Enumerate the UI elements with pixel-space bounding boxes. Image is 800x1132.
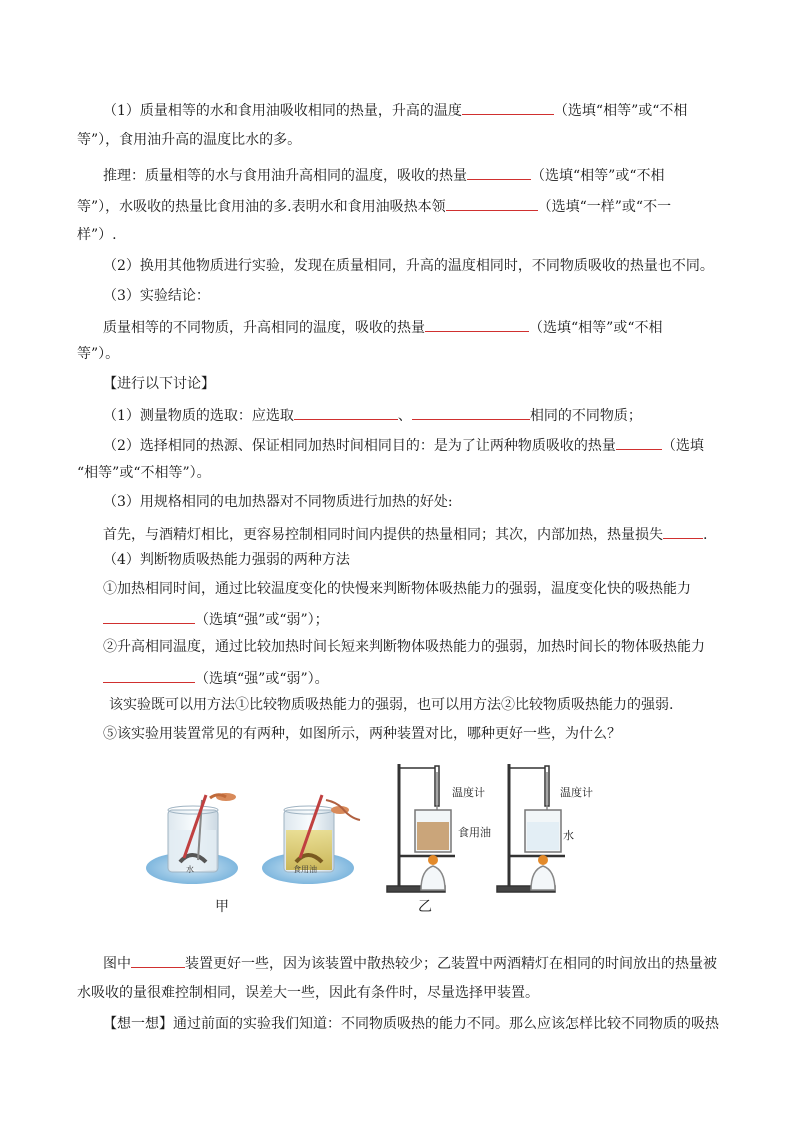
d2-pre: （2）选择相同的热源、保证相同加热时间相同目的：是为了让两种物质吸收的热量 (103, 438, 616, 454)
m2-post: （选填“强”或“弱”）。 (195, 671, 329, 687)
p2-cont-post: （选填“一样”或“不一 (537, 199, 672, 215)
m3-line: 该实验既可以用方法①比较物质吸热能力的强弱，也可以用方法②比较物质吸热能力的强弱. (109, 697, 674, 713)
d1-line (103, 403, 642, 426)
m2-answer-blank[interactable] (103, 666, 195, 683)
discussion-heading: 【进行以下讨论】 (103, 376, 215, 392)
p1-post: （选填“相等”或“不相 (553, 103, 688, 119)
thermometer-label-right: 温度计 (560, 786, 593, 799)
m5-line: ⑤该实验用装置常见的有两种，如图所示，两种装置对比，哪种更好一些，为什么？ (103, 726, 621, 742)
p1-line2: 等”），食用油升高的温度比水的多。 (77, 132, 302, 148)
think-line (103, 1014, 719, 1034)
a1-line1 (103, 951, 717, 974)
d1-sep: 、 (397, 408, 412, 424)
m1-post: （选填“强”或“弱”）； (195, 612, 329, 628)
think-label: 【想一想】 (103, 1016, 173, 1032)
oil-label: 食用油 (458, 826, 491, 839)
m1-line2 (103, 607, 329, 630)
p5-line1 (103, 315, 662, 338)
d3b-answer-blank[interactable] (663, 522, 703, 539)
a1-pre: 图中 (103, 956, 131, 972)
p1-answer-blank[interactable] (462, 98, 554, 115)
beaker-water-label: 水 (186, 865, 194, 874)
d2-line1 (103, 433, 704, 456)
p2-line1 (103, 163, 664, 186)
p1-line1 (103, 98, 687, 121)
thermometer-label-left: 温度计 (452, 786, 485, 799)
p2-post: （选填“相等”或“不相 (531, 168, 665, 184)
beaker-oil-label: 食用油 (293, 865, 317, 874)
p2-answer-blank-1[interactable] (467, 163, 531, 180)
d1-answer-blank-1[interactable] (294, 403, 398, 420)
m2-line1: ②升高相同温度，通过比较加热时间长短来判断物体吸热能力的强弱，加热时间长的物体吸热能力 (103, 639, 705, 655)
p5-line2: 等”）。 (77, 346, 120, 362)
p5-answer-blank[interactable] (425, 315, 529, 332)
p5-pre: 质量相等的不同物质，升高相同的温度，吸收的热量 (103, 320, 425, 336)
water-label: 水 (563, 829, 574, 842)
stand-right (497, 764, 565, 892)
d3b-line (103, 522, 707, 545)
d3b-post: . (703, 527, 708, 543)
m2-line2 (103, 666, 329, 689)
p2-line3: 样”）. (77, 227, 117, 243)
m1-answer-blank[interactable] (103, 607, 195, 624)
p2-pre: 推理：质量相等的水与食用油升高相同的温度，吸收的热量 (103, 168, 467, 184)
d2-line2: “相等”或“不相等”）。 (77, 465, 211, 481)
think-text: 通过前面的实验我们知道：不同物质吸热的能力不同。那么应该怎样比较不同物质的吸热 (173, 1016, 719, 1032)
d1-answer-blank-2[interactable] (412, 403, 530, 420)
d4-line: （4）判断物质吸热能力强弱的两种方法 (103, 552, 350, 568)
p1-pre: （1）质量相等的水和食用油吸收相同的热量，升高的温度 (103, 103, 462, 119)
p5-post: （选填“相等”或“不相 (529, 320, 663, 336)
stand-left (387, 764, 455, 892)
figure-yi-caption: 乙 (418, 899, 432, 915)
p2-line2 (77, 194, 671, 217)
d2-answer-blank[interactable] (616, 433, 662, 450)
p2-answer-blank-2[interactable] (446, 194, 538, 211)
figure-jia (140, 770, 370, 890)
d3-line: （3）用规格相同的电加热器对不同物质进行加热的好处: (103, 494, 453, 510)
figure-jia-caption: 甲 (215, 899, 229, 915)
p4-line: （3）实验结论： (103, 288, 210, 304)
p3-line: （2）换用其他物质进行实验，发现在质量相同，升高的温度相同时，不同物质吸收的热量也不同。 (103, 258, 714, 274)
d2-post: （选填 (661, 438, 704, 454)
p2-cont-pre: 等”），水吸收的热量比食用油的多.表明水和食用油吸热本领 (77, 199, 446, 215)
a1-line2: 水吸收的量很难控制相同，误差大一些，因此有条件时，尽量选择甲装置。 (77, 985, 539, 1001)
d1-pre: （1）测量物质的选取：应选取 (103, 408, 294, 424)
d3b-pre: 首先，与酒精灯相比，更容易控制相同时间内提供的热量相同；其次，内部加热，热量损失 (103, 527, 663, 543)
d1-post: 相同的不同物质； (529, 408, 642, 424)
a1-post: 装置更好一些，因为该装置中散热较少；乙装置中两酒精灯在相同的时间放出的热量被 (185, 956, 717, 972)
a1-answer-blank[interactable] (131, 951, 185, 968)
m1-line1: ①加热相同时间，通过比较温度变化的快慢来判断物体吸热能力的强弱，温度变化快的吸热能力 (103, 581, 691, 597)
